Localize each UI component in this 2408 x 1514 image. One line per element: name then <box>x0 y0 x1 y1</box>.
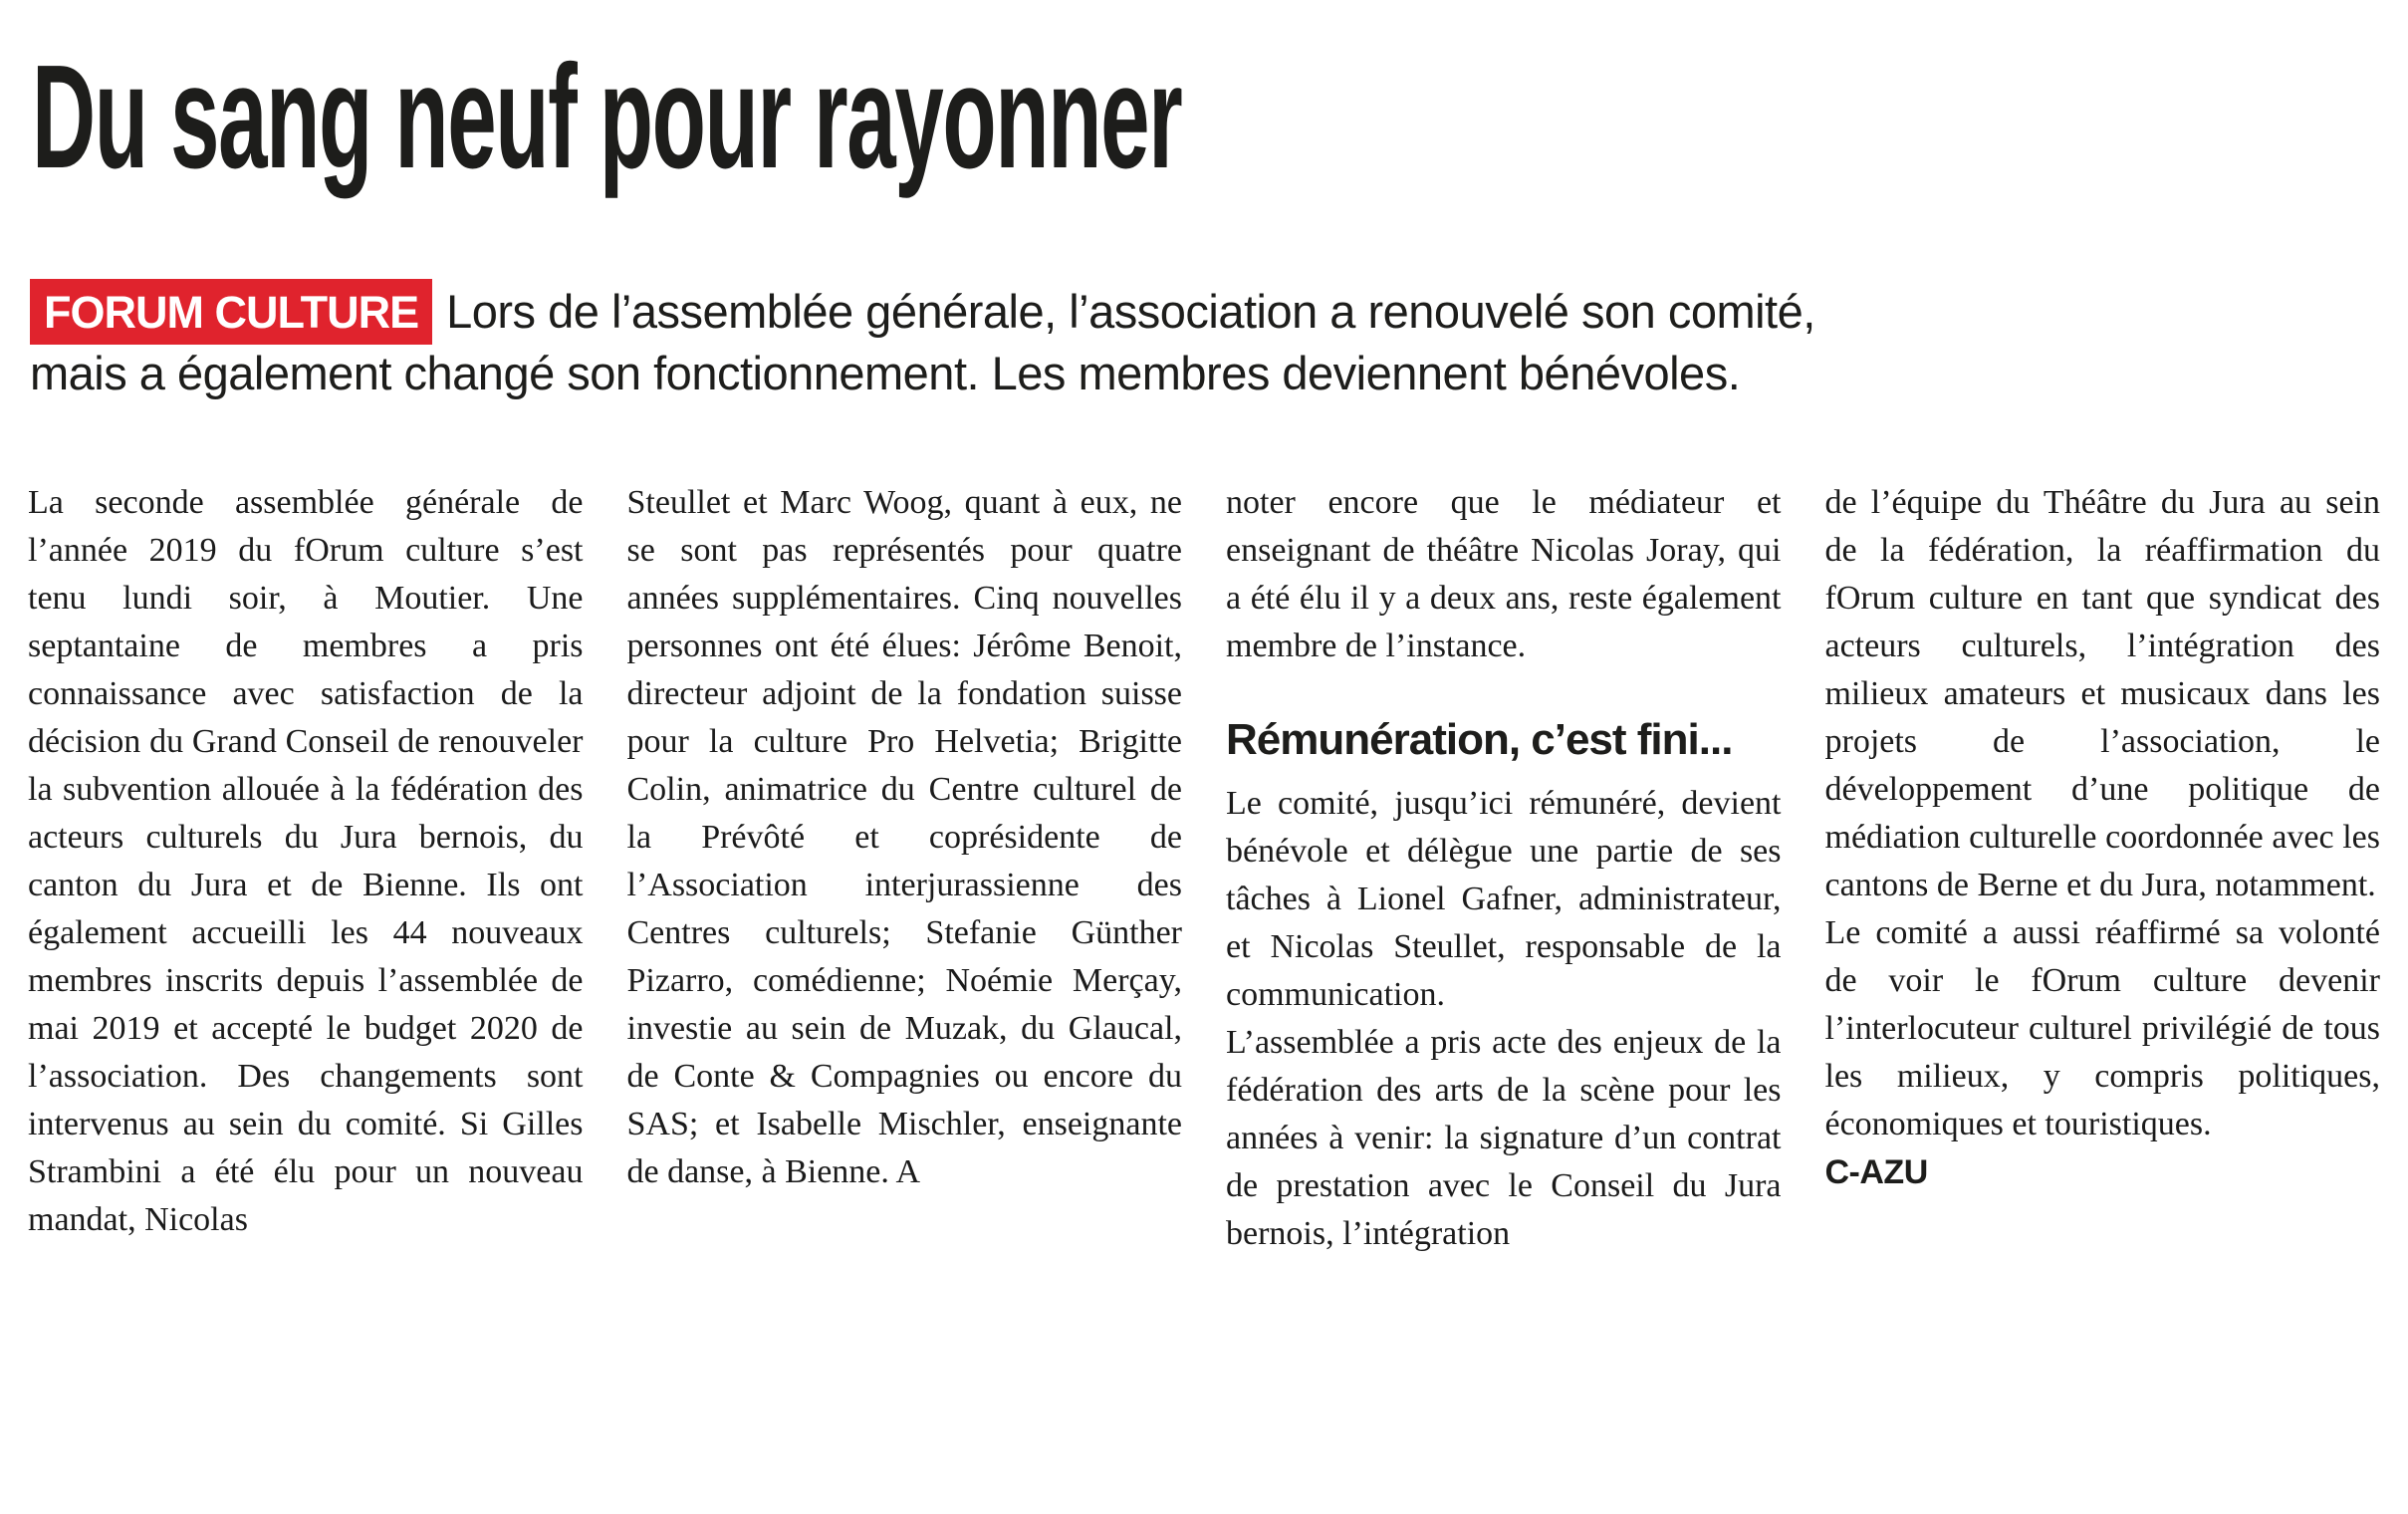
body-paragraph: L’assemblée a pris acte des enjeux de la fédération des arts de la scène pour les années à venir: la signature d’un contrat de prestation avec le Conseil du Jura bernois, l’intégration <box>1226 1024 1782 1252</box>
article-body <box>28 479 2380 1258</box>
body-paragraph: Le comité, jusqu’ici rémunéré, devient bénévole et délègue une partie de ses tâches à Lionel Gafner, administrateur, et Nicolas Steullet, responsable de la communication. <box>1226 785 1782 1013</box>
column-3 <box>1226 479 1782 1258</box>
body-paragraph: Steullet et Marc Woog, quant à eux, ne se sont pas représentés pour quatre années supplémentaires. Cinq nouvelles personnes ont été élues: Jérôme Benoit, directeur adjoint de la fondation suisse pour la culture Pro Helvetia; Brigitte Colin, animatrice du Centre culturel de la Prévôté et coprésidente de l’Association interjurassienne des Centres culturels; Stefanie Günther Pizarro, comédienne; Noémie Merçay, investie au sein de Muzak, du Glaucal, de Conte & Compagnies ou encore du SAS; et Isabelle Mischler, enseignante de danse, à Bienne. A <box>626 484 1182 1190</box>
newspaper-article <box>0 35 2408 1258</box>
author-signature: C-AZU <box>1824 1153 1928 1191</box>
article-title <box>32 35 2380 199</box>
kicker-label: FORUM CULTURE <box>30 279 432 345</box>
kicker <box>30 279 2380 401</box>
column-2 <box>627 479 1183 1258</box>
article-title-text: Du sang neuf pour rayonner <box>32 35 1182 199</box>
column-1 <box>28 479 584 1258</box>
lead-line-1: Lors de l’assemblée générale, l’association a renouvelé son comité, <box>446 285 1815 338</box>
section-subhead: Rémunération, c’est fini... <box>1226 715 1733 764</box>
body-paragraph: Le comité a aussi réaffirmé sa volonté de voir le fOrum culture devenir l’interlocuteur culturel privilégié de tous les milieux, y compris politiques, économiques et touristiques. <box>1824 914 2380 1142</box>
body-paragraph: La seconde assemblée générale de l’année 2019 du fOrum culture s’est tenu lundi soir, à Moutier. Une septantaine de membres a pris connaissance avec satisfaction de la décision du Grand Conseil de renouveler la subvention allouée à la fédération des acteurs culturels du Jura bernois, du canton du Jura et de Bienne. Ils ont également accueilli les 44 nouveaux membres inscrits depuis l’assemblée de mai 2019 et accepté le budget 2020 de l’association. Des changements sont intervenus au sein du comité. Si Gilles Strambini a été élu pour un nouveau mandat, Nicolas <box>28 484 584 1238</box>
body-paragraph: de l’équipe du Théâtre du Jura au sein de la fédération, la réaffirmation du fOrum culture en tant que syndicat des acteurs culturels, l’intégration des milieux amateurs et musicaux dans les projets de l’association, le développement d’une politique de médiation culturelle coordonnée avec les cantons de Berne et du Jura, notamment. <box>1824 484 2380 903</box>
body-paragraph: noter encore que le médiateur et enseignant de théâtre Nicolas Joray, qui a été élu il y a deux ans, reste également membre de l’instance. <box>1226 484 1782 664</box>
lead-line-2: mais a également changé son fonctionnement. Les membres deviennent bénévoles. <box>30 347 1741 399</box>
column-4 <box>1825 479 2381 1258</box>
